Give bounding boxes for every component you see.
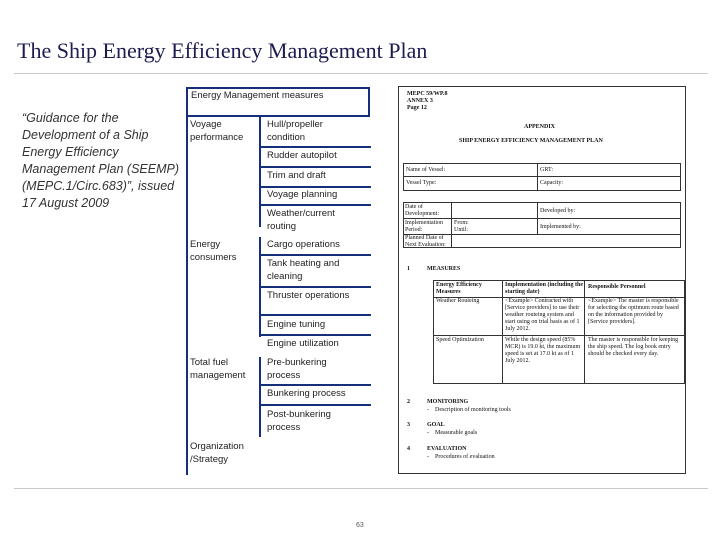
tree-header-right-line — [368, 87, 370, 117]
section-4-dash: - — [427, 454, 429, 460]
guidance-quote: “Guidance for the Development of a Ship Energy Efficiency Management Plan (SEEMP) (MEPC.1/Circ.683)”, issued 17 August 2009 — [22, 111, 180, 210]
section-3-number: 3 — [407, 422, 410, 428]
table-rule — [584, 280, 585, 384]
table-rule — [451, 202, 452, 248]
page-title: The Ship Energy Efficiency Management Plan — [17, 38, 428, 63]
tree-separator — [261, 254, 371, 256]
tree-separator — [261, 384, 371, 386]
next-evaluation-label: Planned Date of Next Evaluation: — [405, 235, 446, 248]
item-pre-bunkering: Pre-bunkering process — [267, 357, 327, 381]
table-rule — [433, 335, 685, 336]
doc-appendix: APPENDIX — [524, 124, 555, 130]
from-label: From: — [454, 220, 469, 226]
col-implementation-header: Implementation (including the starting date) — [505, 282, 584, 295]
capacity-label: Capacity: — [540, 180, 563, 186]
table-rule — [537, 202, 538, 234]
item-engine-tuning: Engine tuning — [267, 319, 326, 330]
speed-optimization-personnel: The master is responsible for keeping the ship speed. The log book entry should be checked every day. — [588, 337, 679, 357]
tree-separator — [261, 404, 371, 406]
group-energy-consumers: Energy consumers — [190, 239, 237, 263]
tree-main-line — [186, 89, 188, 475]
vessel-type-label: Vessel Type: — [406, 180, 437, 186]
item-post-bunkering: Post-bunkering process — [267, 409, 331, 433]
item-tank-heating: Tank heating and cleaning — [267, 258, 340, 282]
section-4-description: Procedures of evaluation — [435, 454, 495, 460]
section-3-description: Measurable goals — [435, 430, 478, 436]
implementation-period-label: Implementation Period: — [405, 220, 443, 233]
section-1-title: MEASURES — [427, 266, 461, 272]
section-3-title: GOAL — [427, 422, 445, 428]
doc-heading: SHIP ENERGY EFFICIENCY MANAGEMENT PLAN — [459, 138, 603, 144]
tree-header: Energy Management measures — [191, 90, 324, 101]
tree-separator — [261, 204, 371, 206]
doc-ref-1: MEPC 59/WP.8 — [407, 91, 448, 97]
doc-ref-3: Page 12 — [407, 105, 427, 111]
section-4-number: 4 — [407, 446, 410, 452]
table-rule — [502, 280, 503, 384]
measure-weather-routeing: Weather Routeing — [436, 298, 480, 304]
tree-separator — [261, 146, 371, 148]
table-rule — [403, 176, 681, 177]
tree-separator — [261, 334, 371, 336]
section-2-description: Description of monitoring tools — [435, 407, 511, 413]
vessel-name-label: Name of Vessel: — [406, 167, 446, 173]
measure-speed-optimization: Speed Optimization — [436, 337, 484, 343]
section-2-title: MONITORING — [427, 399, 469, 405]
item-trim-draft: Trim and draft — [267, 170, 326, 181]
tree-header-bottom-line — [186, 115, 370, 117]
grt-label: GRT: — [540, 167, 554, 173]
speed-optimization-implementation: While the design speed (85% MCR) is 19.0 kt, the maximum speed is set at 17.0 kt as of 1 July 2012. — [505, 337, 581, 364]
section-2-number: 2 — [407, 399, 410, 405]
developed-by-label: Developed by: — [540, 208, 576, 214]
section-1-number: 1 — [407, 266, 410, 272]
group-voyage-performance: Voyage performance — [190, 119, 244, 143]
weather-routeing-implementation: <Example> Contracted with [Service providers] to use their weather routeing system and start using on trial basis as of 1 July 2012. — [505, 298, 580, 332]
tree-separator — [261, 186, 371, 188]
until-label: Until: — [454, 227, 469, 233]
item-cargo-operations: Cargo operations — [267, 239, 340, 250]
item-bunkering: Bunkering process — [267, 388, 346, 399]
item-weather-routing: Weather/current routing — [267, 208, 335, 232]
page-number: 63 — [356, 522, 364, 529]
doc-ref-2: ANNEX 3 — [407, 98, 433, 104]
weather-routeing-personnel: <Example> The master is responsible for selecting the optimum route based on the information provided by [Service providers]. — [588, 298, 679, 325]
item-engine-utilization: Engine utilization — [267, 338, 339, 349]
seemp-appendix-page — [398, 86, 686, 474]
footer-divider — [14, 488, 708, 489]
table-rule — [537, 163, 538, 191]
section-2-dash: - — [427, 407, 429, 413]
voyage-branch-line — [259, 117, 261, 227]
item-voyage-planning: Voyage planning — [267, 189, 338, 200]
group-organization-strategy: Organization /Strategy — [190, 441, 244, 465]
tree-header-top-line — [186, 87, 370, 89]
tree-separator — [261, 166, 371, 168]
item-rudder-autopilot: Rudder autopilot — [267, 150, 337, 161]
fuel-branch-line — [259, 357, 261, 437]
item-hull-propeller: Hull/propeller condition — [267, 119, 323, 143]
date-of-development-label: Date of Development: — [405, 204, 439, 217]
tree-separator — [261, 286, 371, 288]
table-rule — [403, 218, 681, 219]
item-thruster-operations: Thruster operations — [267, 290, 350, 301]
title-divider — [14, 73, 708, 74]
implemented-by-label: Implemented by: — [540, 224, 581, 230]
section-3-dash: - — [427, 430, 429, 436]
col-personnel-header: Responsible Personnel — [588, 284, 646, 290]
tree-separator — [261, 314, 371, 316]
section-4-title: EVALUATION — [427, 446, 467, 452]
col-measures-header: Energy Efficiency Measures — [436, 282, 482, 295]
group-total-fuel-management: Total fuel management — [190, 357, 246, 381]
